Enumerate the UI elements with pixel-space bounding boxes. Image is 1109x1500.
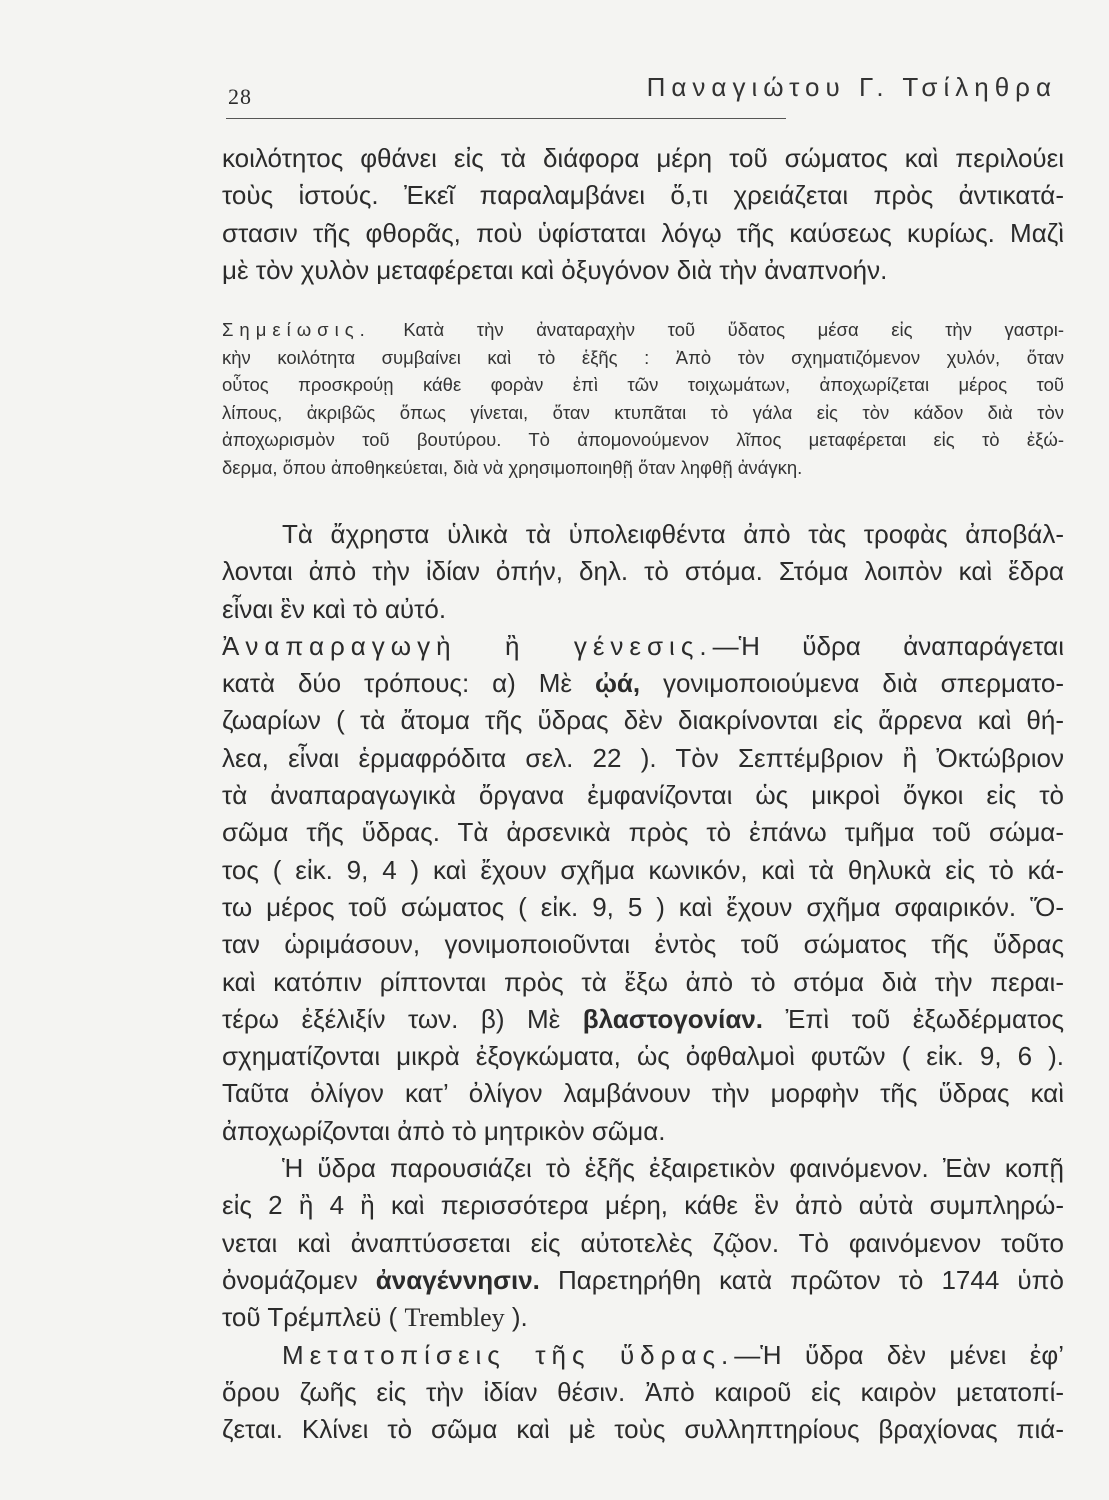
note-line: δερμα, ὅπου ἀποθηκεύεται, διὰ νὰ χρησιμοποιηθῇ ὅταν ληφθῇ ἀνάγκη. [222, 456, 803, 478]
text-line: ἀποχωρίζονται ἀπὸ τὸ μητρικὸν σῶμα. [222, 1115, 666, 1146]
text-line: λονται ἀπὸ τὴν ἰδίαν ὀπήν, δηλ. τὸ στόμα. Στόμα λοιπὸν καὶ ἕδρα [222, 556, 1064, 587]
text-line: τος ( εἰκ. 9, 4 ) καὶ ἔχουν σχῆμα κωνικόν, καὶ τὰ θηλυκὰ εἰς τὸ κά- [222, 854, 1064, 885]
text-line: λεα, εἶναι ἑρμαφρόδιτα σελ. 22 ). Τὸν Σεπτέμβριον ἢ Ὀκτώβριον [222, 742, 1064, 773]
text-line: κοιλότητος φθάνει εἰς τὰ διάφορα μέρη τοῦ σώματος καὶ περιλούει [222, 143, 1064, 173]
section-heading: Μετατοπίσεις τῆς ὕδρας. [282, 1339, 735, 1370]
text-line: τοὺς ἱστούς. Ἐκεῖ παραλαμβάνει ὅ,τι χρειάζεται πρὸς ἀντικατά- [222, 180, 1064, 211]
text-line [222, 1337, 1064, 1374]
bold-term: βλαστογονίαν. [582, 1003, 764, 1034]
text-line: Τὰ ἄχρηστα ὑλικὰ τὰ ὑπολειφθέντα ἀπὸ τὰς τροφὰς ἀποβάλ- [282, 519, 1064, 549]
note-label: Σημείωσις. [222, 319, 371, 340]
text-line: σχηματίζονται μικρὰ ἐξογκώματα, ὡς ὀφθαλμοὶ φυτῶν ( εἰκ. 9, 6 ). [222, 1041, 1064, 1072]
text-line: εἰς 2 ἢ 4 ἢ καὶ περισσότερα μέρη, κάθε ἓν ἀπὸ αὐτὰ συμπληρώ- [222, 1190, 1064, 1221]
text-line [222, 665, 1064, 702]
main-text [222, 516, 1064, 1448]
text-run: τοῦ Τρέμπλεϋ ( [222, 1302, 398, 1333]
text-line: ταν ὡριμάσουν, γονιμοποιοῦνται ἐντὸς τοῦ σώματος τῆς ὕδρας [222, 929, 1064, 960]
text-line [222, 1262, 1064, 1299]
text-line: μὲ τὸν χυλὸν μεταφέρεται καὶ ὀξυγόνον διὰ τὴν ἀναπνοήν. [222, 254, 888, 285]
note-line: λίπους, ἀκριβῶς ὅπως γίνεται, ὅταν κτυπᾶται τὸ γάλα εἰς τὸν κάδον διὰ τὸν [222, 401, 1064, 423]
latin-name: Trembley [404, 1303, 505, 1333]
note-line [222, 316, 1064, 344]
text-run: —Ἡ ὕδρα ἀναπαράγεται [712, 630, 1064, 661]
text-line: τω μέρος τοῦ σώματος ( εἰκ. 9, 5 ) καὶ ἔχουν σχῆμα σφαιρικόν. Ὅ- [222, 891, 1064, 922]
text-run: Ἐπὶ τοῦ ἐξωδέρματος [785, 1003, 1064, 1034]
note-line: οὗτος προσκρούῃ κάθε φορὰν ἐπὶ τῶν τοιχωμάτων, ἀποχωρίζεται μέρος τοῦ [222, 374, 1064, 396]
text-run: —Ἡ ὕδρα δὲν μένει ἐφ’ [734, 1339, 1065, 1370]
note-line: κὴν κοιλότητα συμβαίνει καὶ τὸ ἑξῆς : Ἀπὸ τὸν σχηματιζόμενον χυλόν, ὅταν [222, 346, 1064, 368]
text-line: ζεται. Κλίνει τὸ σῶμα καὶ μὲ τοὺς συλληπτηρίους βραχίονας πιά- [222, 1414, 1064, 1445]
text-run: ). [511, 1302, 528, 1333]
paragraph-1 [222, 140, 1064, 289]
text-line: Ἡ ὕδρα παρουσιάζει τὸ ἑξῆς ἐξαιρετικὸν φαινόμενον. Ἐὰν κοπῇ [282, 1153, 1064, 1184]
text-line: Ταῦτα ὀλίγον κατ’ ὀλίγον λαμβάνουν τὴν μορφὴν τῆς ὕδρας καὶ [222, 1078, 1064, 1109]
text-line: σῶμα τῆς ὕδρας. Τὰ ἀρσενικὰ πρὸς τὸ ἐπάνω τμῆμα τοῦ σώμα- [222, 817, 1064, 848]
text-line [222, 1299, 1064, 1336]
page-number: 28 [228, 84, 252, 109]
text-run: τέρω ἐξέλιξίν των. β) Μὲ [222, 1003, 561, 1034]
note-block [222, 316, 1064, 482]
text-line: καὶ κατόπιν ρίπτονται πρὸς τὰ ἔξω ἀπὸ τὸ στόμα διὰ τὴν περαι- [222, 966, 1064, 997]
text-line [222, 628, 1064, 665]
text-line: εἶναι ἓν καὶ τὸ αὐτό. [222, 593, 447, 624]
text-line [222, 1001, 1064, 1038]
text-run: Παρετηρήθη κατὰ πρῶτον τὸ 1744 ὑπὸ [557, 1264, 1064, 1295]
note-text: Κατὰ τὴν ἀναταραχὴν τοῦ ὕδατος μέσα εἰς τὴν γαστρι- [403, 319, 1065, 340]
running-head: Παναγιώτου Γ. Τσίληθρα [646, 72, 1057, 102]
text-line: νεται καὶ ἀναπτύσσεται εἰς αὐτοτελὲς ζῷον. Τὸ φαινόμενον τοῦτο [222, 1227, 1064, 1258]
text-run: γονιμοποιούμενα διὰ σπερματο- [663, 668, 1064, 699]
text-run: κατὰ δύο τρόπους: α) Μὲ [222, 668, 572, 699]
note-line: ἀποχωρισμὸν τοῦ βουτύρου. Τὸ ἀπομονούμενον λῖπος μεταφέρεται εἰς τὸ ἐξώ- [222, 429, 1064, 451]
text-line: στασιν τῆς φθορᾶς, ποὺ ὑφίσταται λόγῳ τῆς καύσεως κυρίως. Μαζὶ [222, 217, 1064, 248]
text-line: ζωαρίων ( τὰ ἄτομα τῆς ὕδρας δὲν διακρίνονται εἰς ἄρρενα καὶ θή- [222, 705, 1064, 736]
text-run: ὀνομάζομεν [222, 1264, 358, 1295]
header-rule [226, 118, 786, 119]
text-line: τὰ ἀναπαραγωγικὰ ὄργανα ἐμφανίζονται ὡς μικροὶ ὄγκοι εἰς τὸ [222, 780, 1064, 811]
text-line: ὅρου ζωῆς εἰς τὴν ἰδίαν θέσιν. Ἀπὸ καιροῦ εἰς καιρὸν μετατοπί- [222, 1376, 1064, 1407]
section-heading: Ἀναπαραγωγὴ ἢ γένεσις. [222, 630, 713, 661]
bold-term: ᾠά, [594, 668, 641, 699]
bold-term: ἀναγέννησιν. [375, 1264, 540, 1295]
